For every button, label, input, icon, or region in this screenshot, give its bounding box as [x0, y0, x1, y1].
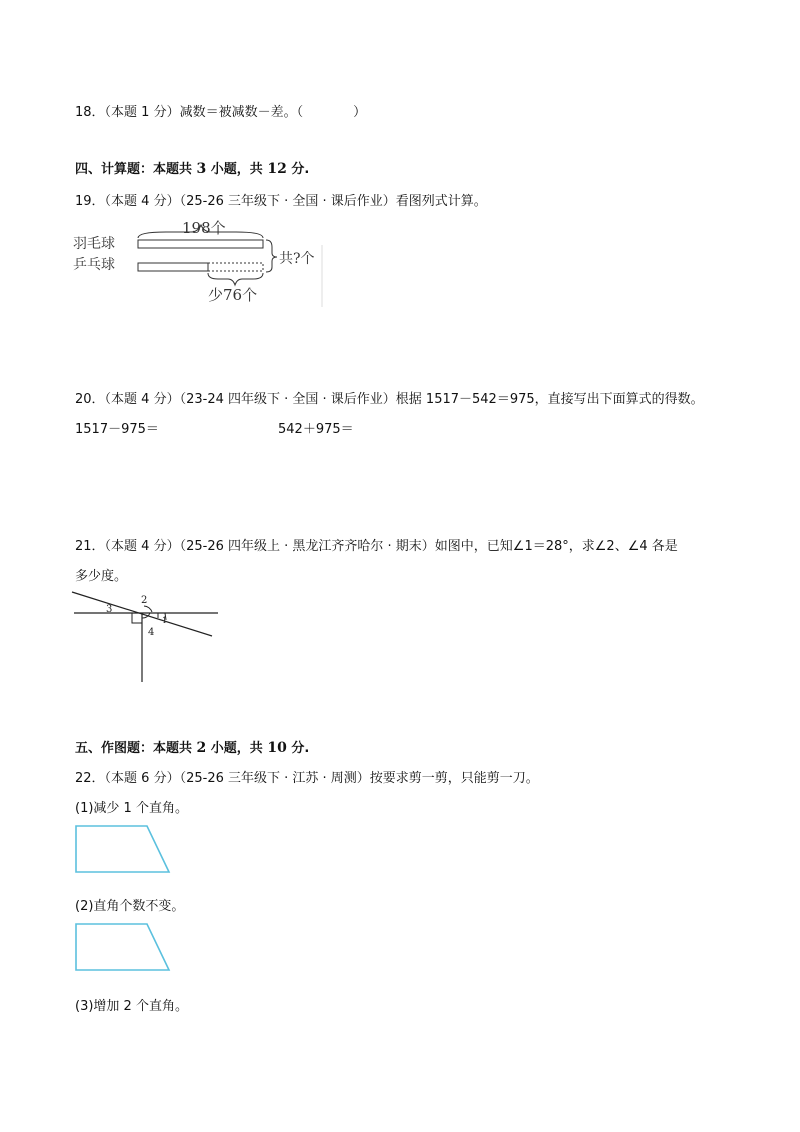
q19-top-value: 198个: [182, 219, 226, 237]
q19-score: （本题 4 分）: [104, 194, 180, 209]
q21-right-angle-mark-left: [132, 613, 142, 623]
q18-number: 18．: [75, 105, 105, 120]
right-trapezoid-shape[interactable]: [76, 826, 169, 872]
q22-number: 22．: [75, 771, 105, 786]
q21-angle-1-label: 1: [162, 616, 168, 625]
q22-score: （本题 6 分）: [104, 771, 180, 786]
q20-expression-1: 1517－975＝: [75, 422, 159, 437]
q18-close: ）: [353, 105, 367, 120]
q19-number: 19．: [75, 194, 105, 209]
q22-part-1: (1)减少 1 个直角。: [75, 801, 188, 816]
q19-difference-label: 少76个: [208, 286, 258, 304]
q19-text: 看图列式计算。: [395, 194, 487, 209]
q19-difference-dashed: [208, 263, 263, 271]
q22-source: （25-26 三年级下 · 江苏 · 周测）: [179, 771, 370, 786]
q19-label-pingpong: 乒乓球: [73, 257, 115, 273]
q19-total-label: 共?个: [279, 251, 315, 267]
q22-part-3: (3)增加 2 个直角。: [75, 999, 188, 1014]
q19-label-badminton: 羽毛球: [73, 236, 115, 252]
q20-source: （23-24 四年级下 · 全国 · 课后作业）: [179, 392, 396, 407]
q19-badminton-bar: [138, 240, 263, 248]
q21-number: 21．: [75, 539, 105, 554]
q21-source: （25-26 四年级上 · 黑龙江齐齐哈尔 · 期末）: [179, 539, 435, 554]
q18-text: 减数＝被减数－差。（: [179, 105, 304, 120]
q21-text-continued: 多少度。: [75, 569, 128, 584]
right-trapezoid-shape[interactable]: [76, 924, 169, 970]
q20-expression-2: 542＋975＝: [278, 422, 354, 437]
q20-score: （本题 4 分）: [104, 392, 180, 407]
section-5-title: 五、作图题：本题共 2 小题，共 10 分.: [75, 740, 310, 756]
q22-trapezoid-1[interactable]: [75, 825, 171, 875]
question-19: [75, 190, 487, 209]
q20-number: 20．: [75, 392, 105, 407]
q19-source: （25-26 三年级下 · 全国 · 课后作业）: [179, 194, 396, 209]
q22-trapezoid-2[interactable]: [75, 923, 171, 973]
q21-score: （本题 4 分）: [104, 539, 180, 554]
question-21: [75, 535, 678, 554]
q21-angle-4-label: 4: [148, 627, 155, 638]
section-4-title: 四、计算题：本题共 3 小题，共 12 分.: [75, 161, 310, 177]
q18-score: （本题 1 分）: [104, 105, 180, 120]
q20-text: 根据 1517－542＝975，直接写出下面算式的得数。: [395, 392, 704, 407]
question-18: [75, 101, 366, 120]
q19-bar-diagram: [70, 215, 330, 310]
q19-pingpong-bar: [138, 263, 208, 271]
question-22: [75, 767, 539, 786]
q22-part-2: (2)直角个数不变。: [75, 899, 185, 914]
q21-angle-2-label: 2: [141, 595, 148, 606]
question-20: [75, 388, 704, 407]
q21-angle-3-label: 3: [106, 604, 113, 615]
q21-angle-figure: [70, 588, 220, 684]
q21-text: 如图中，已知∠1＝28°，求∠2、∠4 各是: [434, 539, 678, 554]
q22-text: 按要求剪一剪，只能剪一刀。: [369, 771, 539, 786]
q19-bottom-brace: [208, 273, 263, 285]
q19-right-brace: [266, 240, 277, 272]
